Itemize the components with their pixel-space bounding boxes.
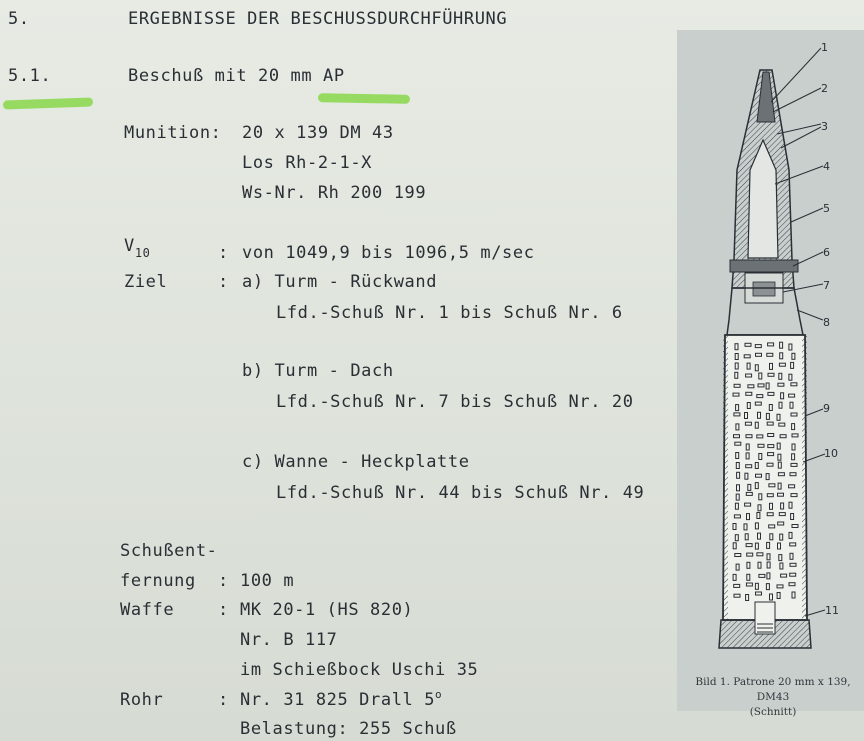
- subsection-number: 5.1.: [8, 66, 52, 86]
- highlighter-mark-left: [3, 97, 93, 109]
- subsection-title: Beschuß mit 20 mm AP: [128, 66, 345, 86]
- rohr-line1: Nr. 31 825 Drall 5$^o$: [240, 688, 443, 710]
- ziel-colon: :: [218, 272, 229, 292]
- waffe-line2: Nr. B 117: [240, 630, 338, 650]
- figure-caption: [683, 675, 863, 720]
- rohr-label: Rohr: [120, 690, 164, 710]
- target-c-shots: Lfd.-Schuß Nr. 44 bis Schuß Nr. 49: [276, 483, 645, 503]
- distance-label-line1: Schußent-: [120, 541, 218, 561]
- munition-line2: Los Rh-2-1-X: [242, 153, 373, 173]
- distance-value: 100 m: [240, 571, 295, 591]
- munition-line3: Ws-Nr. Rh 200 199: [242, 183, 427, 203]
- velocity-value: von 1049,9 bis 1096,5 m/sec: [242, 243, 535, 263]
- distance-colon: :: [218, 571, 229, 591]
- callout-5: 5: [823, 202, 830, 215]
- callout-3: 3: [821, 120, 828, 133]
- rohr-line2: Belastung: 255 Schuß: [240, 719, 457, 739]
- munition-label: Munition:: [124, 123, 222, 143]
- waffe-line1: MK 20-1 (HS 820): [240, 600, 414, 620]
- waffe-line3: im Schießbock Uschi 35: [240, 660, 479, 680]
- velocity-colon: :: [218, 243, 229, 263]
- callout-1: 1: [821, 41, 828, 54]
- callout-9: 9: [823, 402, 830, 415]
- ziel-label: Ziel: [124, 272, 168, 292]
- callout-10: 10: [824, 447, 838, 460]
- target-a-heading: a) Turm - Rückwand: [242, 272, 438, 292]
- callout-2: 2: [821, 82, 828, 95]
- callout-4: 4: [823, 160, 830, 173]
- waffe-colon: :: [218, 600, 229, 620]
- target-a-shots: Lfd.-Schuß Nr. 1 bis Schuß Nr. 6: [276, 303, 623, 323]
- figure-caption-line2: (Schnitt): [749, 706, 797, 718]
- section-number: 5.: [8, 9, 30, 29]
- callout-11: 11: [825, 604, 839, 617]
- target-b-shots: Lfd.-Schuß Nr. 7 bis Schuß Nr. 20: [276, 392, 634, 412]
- waffe-label: Waffe: [120, 600, 175, 620]
- section-title: ERGEBNISSE DER BESCHUSSDURCHFÜHRUNG: [128, 9, 508, 29]
- highlighter-mark-right: [318, 93, 410, 104]
- callout-7: 7: [823, 279, 830, 292]
- munition-line1: 20 x 139 DM 43: [242, 123, 394, 143]
- rohr-colon: :: [218, 690, 229, 710]
- callout-8: 8: [823, 316, 830, 329]
- velocity-label: $V_{10}$: [124, 236, 151, 260]
- figure-caption-line1: Bild 1. Patrone 20 mm x 139, DM43: [695, 676, 851, 703]
- target-b-heading: b) Turm - Dach: [242, 361, 394, 381]
- target-c-heading: c) Wanne - Heckplatte: [242, 452, 470, 472]
- distance-label-line2: fernung: [120, 571, 196, 591]
- callout-6: 6: [823, 246, 830, 259]
